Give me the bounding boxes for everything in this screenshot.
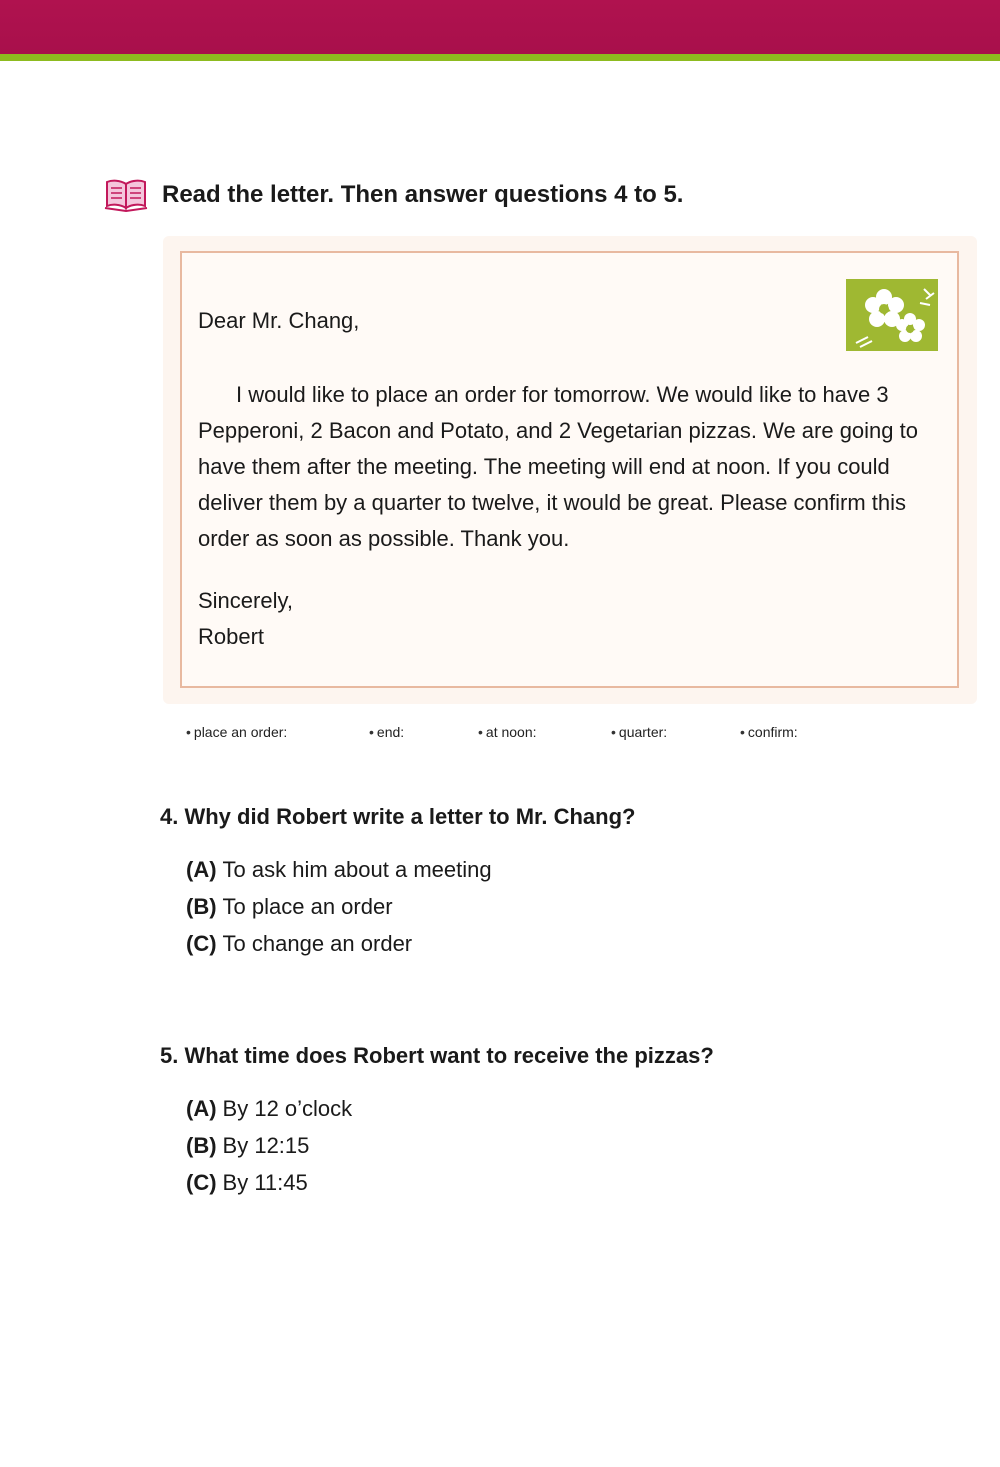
vocab-item: • at noon:: [478, 724, 537, 740]
vocab-item: • quarter:: [611, 724, 668, 740]
instruction-text: Read the letter. Then answer questions 4 to 5.: [162, 181, 684, 208]
book-icon: [104, 178, 148, 212]
question-4-option-a[interactable]: (A) To ask him about a meeting: [186, 857, 492, 882]
vocab-item: • end:: [369, 724, 405, 740]
question-5-option-c[interactable]: (C) By 11:45: [186, 1170, 308, 1195]
instruction: [104, 178, 683, 212]
letter-body: I would like to place an order for tomorrow. We would like to have 3 Pepperoni, 2 Bacon and Potato, and 2 Vegetarian pizzas. We are going to have them after the meeting. The meeting will end at noon. If you could deliver them by a quarter to twelve, it would be great. Please confirm this order as soon as possible. Thank you.: [198, 382, 918, 551]
question-5-title: 5. What time does Robert want to receive the pizzas?: [160, 1043, 714, 1068]
header-accent-line: [0, 54, 1000, 61]
letter-signature: Robert: [198, 624, 265, 649]
question-4-option-c[interactable]: (C) To change an order: [186, 931, 413, 956]
vocab-item: • confirm:: [740, 724, 798, 740]
question-4-title: 4. Why did Robert write a letter to Mr. Chang?: [160, 804, 636, 829]
header-band: [0, 0, 1000, 54]
vocab-item: • place an order:: [186, 724, 288, 740]
question-4-option-b[interactable]: (B) To place an order: [186, 894, 393, 919]
question-5-option-a[interactable]: (A) By 12 o’clock: [186, 1096, 353, 1121]
question-5-option-b[interactable]: (B) By 12:15: [186, 1133, 310, 1158]
letter-closing: Sincerely,: [198, 588, 293, 613]
letter-greeting: Dear Mr. Chang,: [198, 308, 360, 333]
flower-icon: [846, 279, 938, 351]
